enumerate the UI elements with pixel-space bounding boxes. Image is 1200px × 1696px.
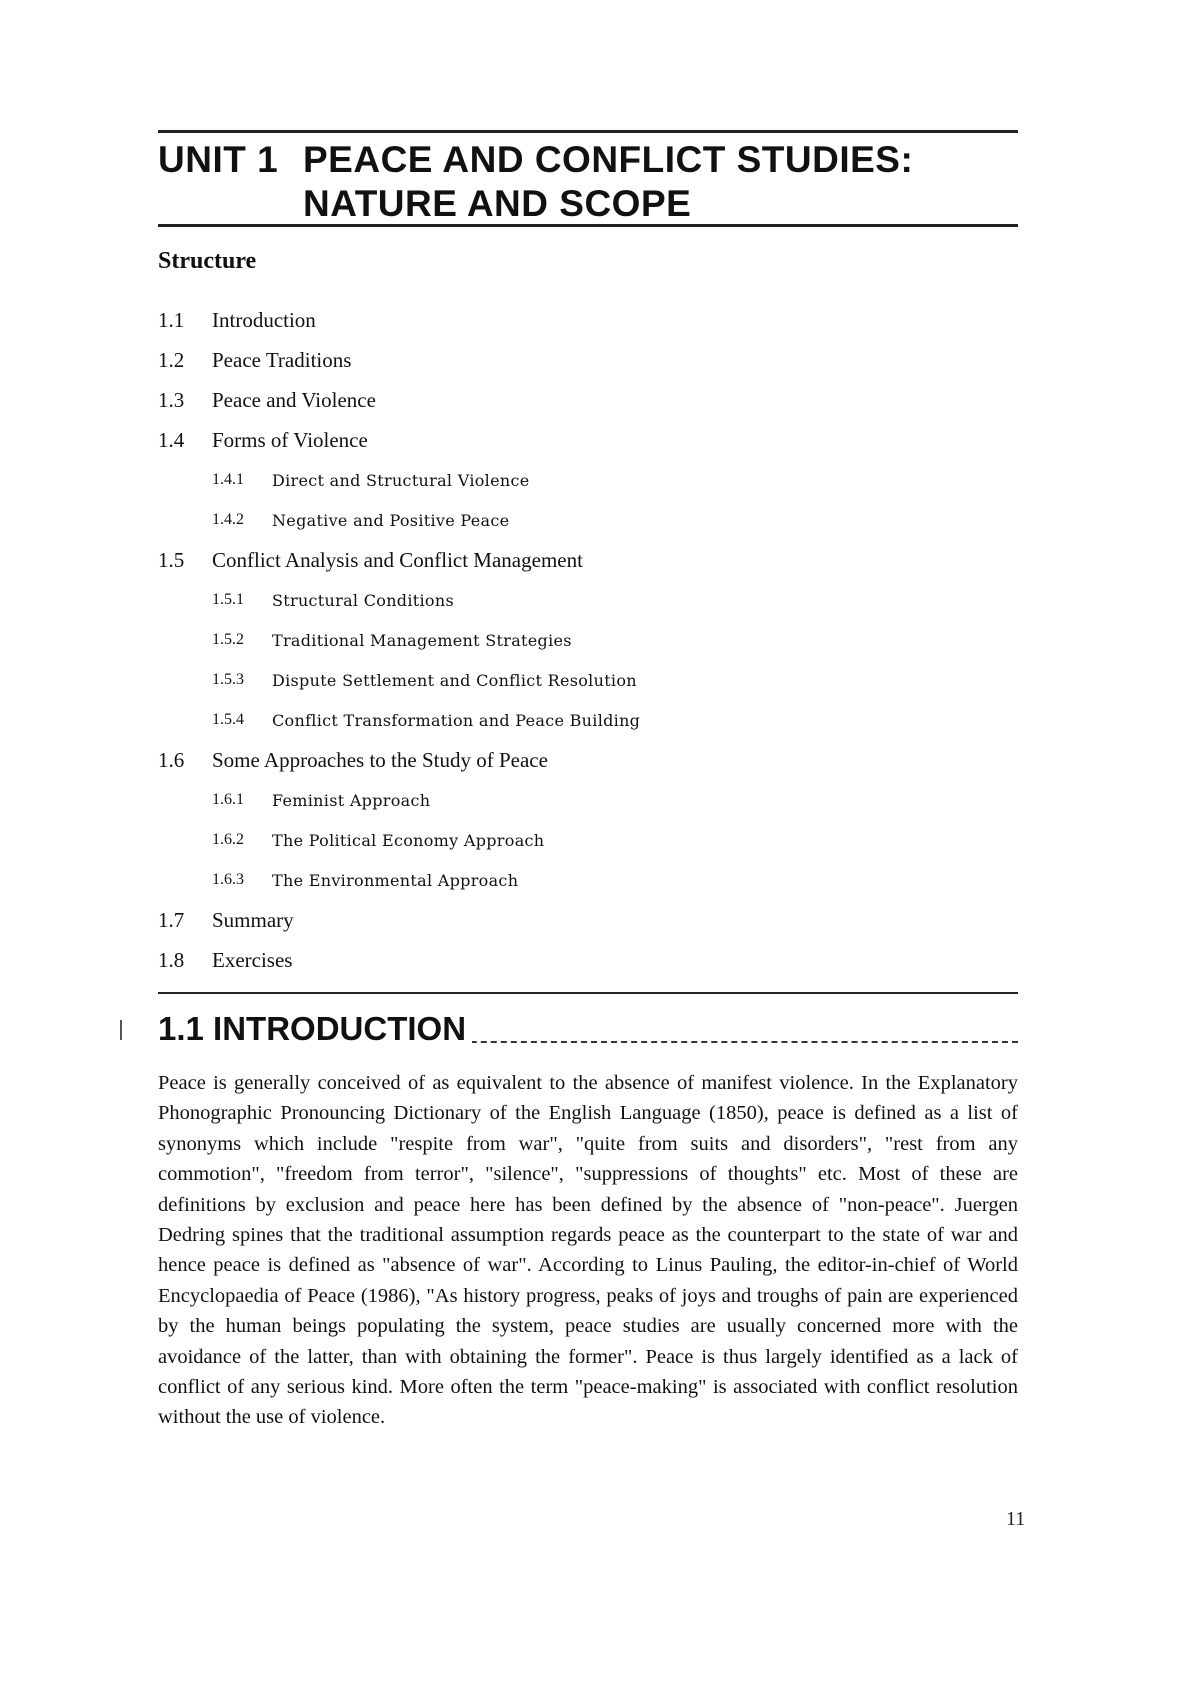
- structure-item-title: Direct and Structural Violence: [272, 471, 530, 490]
- unit-number: UNIT 1: [158, 139, 279, 180]
- structure-item-title: Some Approaches to the Study of Peace: [212, 748, 548, 772]
- structure-item-number: 1.4: [158, 428, 185, 452]
- structure-subitem: [158, 660, 1018, 700]
- structure-item-title: Structural Conditions: [272, 591, 454, 610]
- structure-item-number: 1.7: [158, 908, 185, 932]
- structure-item-title: Feminist Approach: [272, 791, 431, 810]
- section-heading-introduction: 1.1 INTRODUCTION: [158, 1010, 472, 1048]
- structure-item-title: Conflict Analysis and Conflict Management: [212, 548, 583, 572]
- structure-heading: Structure: [158, 248, 257, 274]
- unit-title-line-2: NATURE AND SCOPE: [303, 183, 692, 224]
- structure-subitem: [158, 580, 1018, 620]
- structure-item: [158, 340, 1018, 380]
- structure-item-number: 1.5.3: [212, 671, 244, 688]
- structure-item-title: Summary: [212, 908, 294, 932]
- structure-item-number: 1.6.1: [212, 791, 244, 808]
- structure-item-number: 1.5.4: [212, 711, 244, 728]
- structure-item-title: Peace Traditions: [212, 348, 352, 372]
- structure-item-number: 1.5.2: [212, 631, 244, 648]
- structure-item-title: Introduction: [212, 308, 316, 332]
- structure-item: [158, 420, 1018, 460]
- section-top-rule: [158, 992, 1018, 994]
- structure-item-title: Exercises: [212, 948, 293, 972]
- structure-list: [158, 300, 1018, 980]
- structure-item: [158, 900, 1018, 940]
- structure-subitem: [158, 460, 1018, 500]
- structure-item-number: 1.6: [158, 748, 185, 772]
- structure-item-title: Traditional Management Strategies: [272, 631, 572, 650]
- structure-item: [158, 940, 1018, 980]
- structure-item-number: 1.8: [158, 948, 185, 972]
- margin-mark: [120, 1020, 122, 1040]
- structure-item-number: 1.3: [158, 388, 185, 412]
- structure-subitem: [158, 700, 1018, 740]
- structure-item-number: 1.1: [158, 308, 185, 332]
- title-bottom-rule: [158, 224, 1018, 227]
- structure-item-number: 1.4.2: [212, 511, 244, 528]
- structure-item-title: The Environmental Approach: [272, 871, 519, 890]
- structure-subitem: [158, 780, 1018, 820]
- title-top-rule: [158, 130, 1018, 133]
- structure-item-title: Dispute Settlement and Conflict Resolution: [272, 671, 637, 690]
- structure-item-number: 1.6.2: [212, 831, 244, 848]
- structure-subitem: [158, 820, 1018, 860]
- structure-item-title: The Political Economy Approach: [272, 831, 545, 850]
- page-number: 11: [1006, 1508, 1026, 1530]
- structure-item-number: 1.6.3: [212, 871, 244, 888]
- structure-item-title: Negative and Positive Peace: [272, 511, 510, 530]
- structure-item-number: 1.5: [158, 548, 185, 572]
- unit-title-line-1: PEACE AND CONFLICT STUDIES:: [303, 139, 914, 180]
- structure-subitem: [158, 620, 1018, 660]
- structure-item-title: Forms of Violence: [212, 428, 368, 452]
- structure-item-number: 1.5.1: [212, 591, 244, 608]
- structure-item: [158, 540, 1018, 580]
- structure-item-number: 1.4.1: [212, 471, 244, 488]
- structure-item: [158, 380, 1018, 420]
- structure-subitem: [158, 500, 1018, 540]
- structure-item: [158, 740, 1018, 780]
- structure-item-title: Conflict Transformation and Peace Building: [272, 711, 641, 730]
- structure-subitem: [158, 860, 1018, 900]
- structure-item-title: Peace and Violence: [212, 388, 376, 412]
- structure-item-number: 1.2: [158, 348, 185, 372]
- introduction-paragraph: Peace is generally conceived of as equivalent to the absence of manifest violence. In the Explanatory Phonographic Pronouncing Dictionary of the English Language (1850), peace is defined as a list of synonyms which include "respite from war", "quite from suits and disorders", "rest from any commotion", "freedom from terror", "silence", "suppressions of thoughts" etc. Most of these are definitions by exclusion and peace here has been defined by the absence of "non-peace". Juergen Dedring spines that the traditional assumption regards peace as the counterpart to the state of war and hence peace is defined as "absence of war". According to Linus Pauling, the editor-in-chief of World Encyclopaedia of Peace (1986), "As history progress, peaks of joys and troughs of pain are experienced by the human beings populating the system, peace studies are usually concerned more with the avoidance of the latter, than with obtaining the former". Peace is thus largely identified as a lack of conflict of any serious kind. More often the term "peace-making" is associated with conflict resolution without the use of violence.: [158, 1072, 1018, 1429]
- structure-item: [158, 300, 1018, 340]
